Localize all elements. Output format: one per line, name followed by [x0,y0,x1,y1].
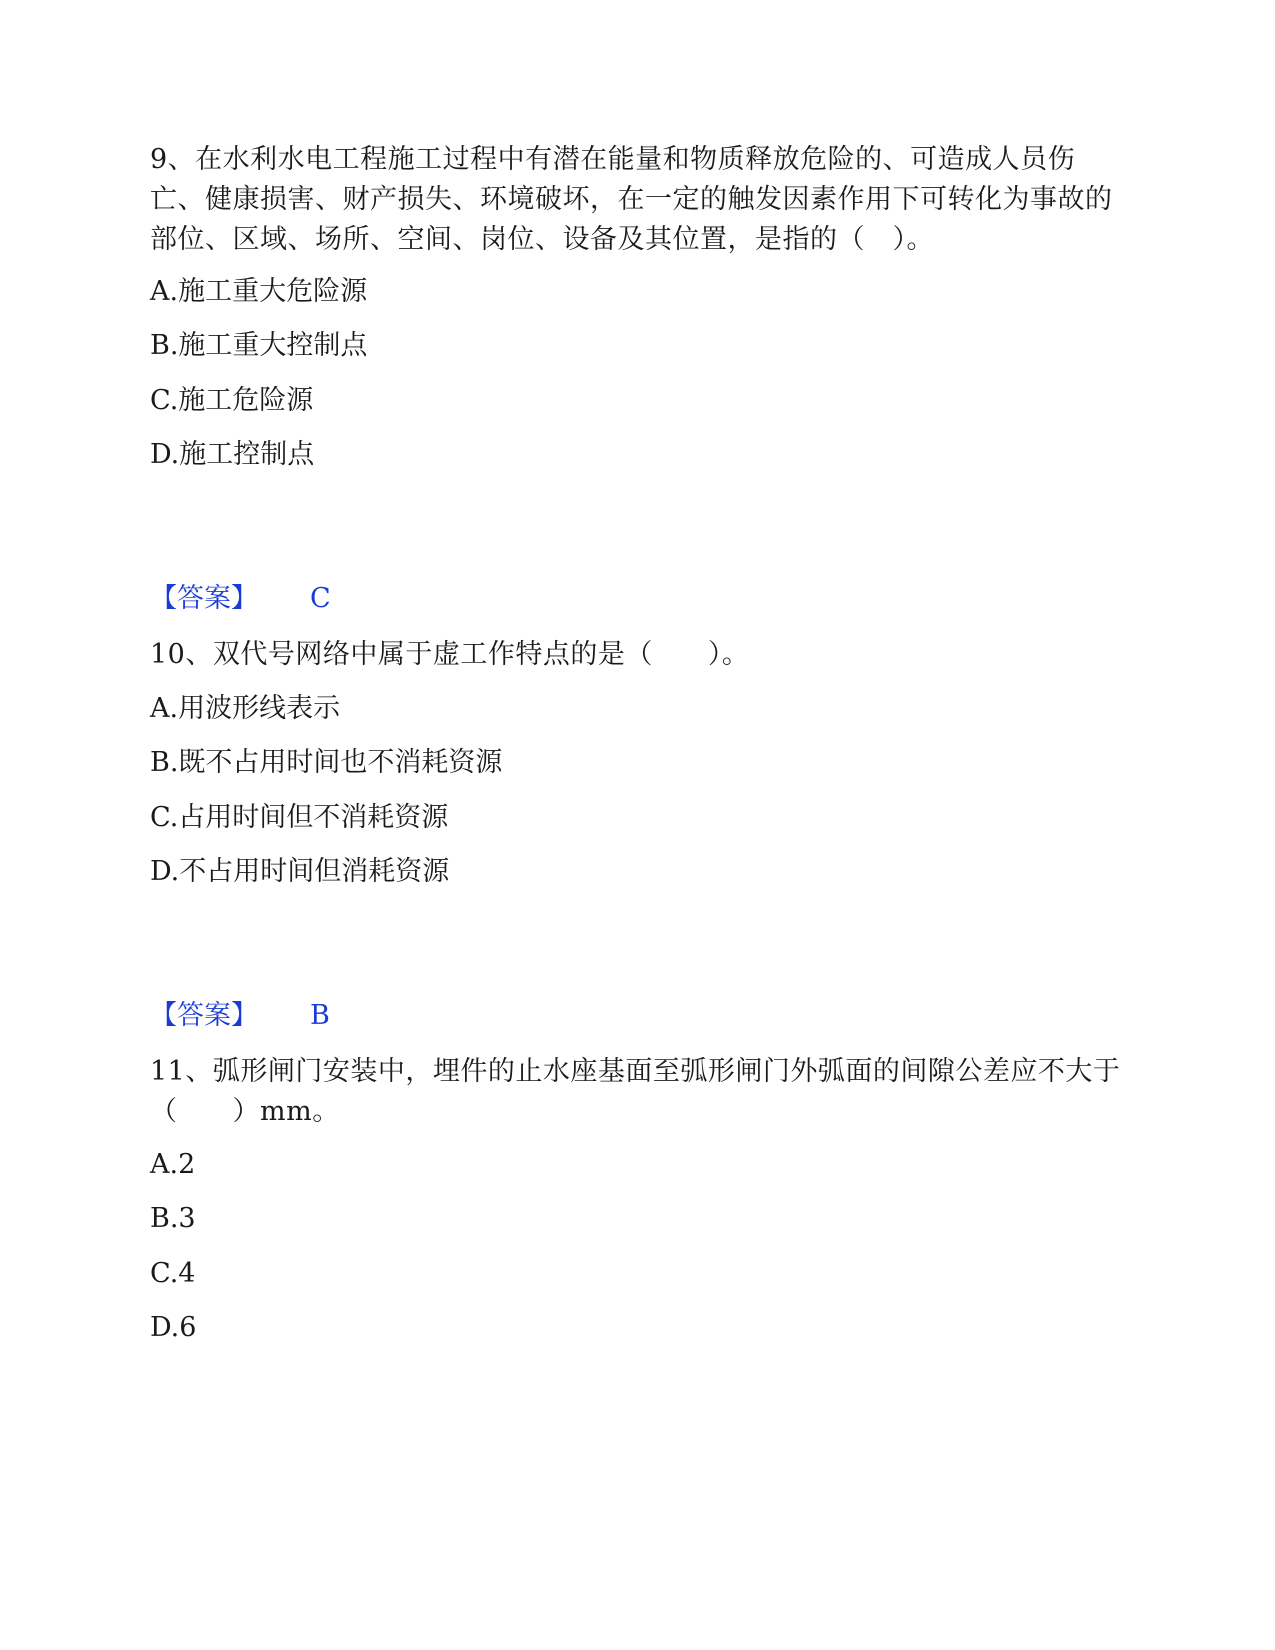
answer-label: 【答案】 [150,1000,258,1031]
question-11-stem: 11、弧形闸门安装中，埋件的止水座基面至弧形闸门外弧面的间隙公差应不大于（ ）mm。 [150,1056,1121,1127]
question-9-answer [150,579,331,619]
question-9-stem: 9、在水利水电工程施工过程中有潜在能量和物质释放危险的、可造成人员伤亡、健康损害、财产损失、环境破坏，在一定的触发因素作用下可转化为事故的部位、区域、场所、空间、岗位、设备及其位置，是指的（ ）。 [150,144,1113,255]
question-10-option-a: A.用波形线表示 [150,693,341,724]
question-11-option-b: B.3 [150,1203,196,1234]
question-10-option-c: C.占用时间但不消耗资源 [150,802,449,833]
question-11-option-c: C.4 [150,1258,196,1289]
question-9-option-d: D.施工控制点 [150,439,315,470]
question-9-option-b: B.施工重大控制点 [150,330,368,361]
answer-value: C [310,583,331,614]
question-11-option-d: D.6 [150,1312,197,1343]
answer-value: B [310,1000,330,1031]
question-9-option-c: C.施工危险源 [150,385,314,416]
question-10-option-d: D.不占用时间但消耗资源 [150,856,450,887]
question-10-stem: 10、双代号网络中属于虚工作特点的是（ ）。 [150,639,750,670]
question-10-option-b: B.既不占用时间也不消耗资源 [150,747,503,778]
question-11-option-a: A.2 [150,1149,196,1180]
question-10-answer [150,996,330,1036]
question-9-option-a: A.施工重大危险源 [150,276,368,307]
answer-label: 【答案】 [150,583,258,614]
